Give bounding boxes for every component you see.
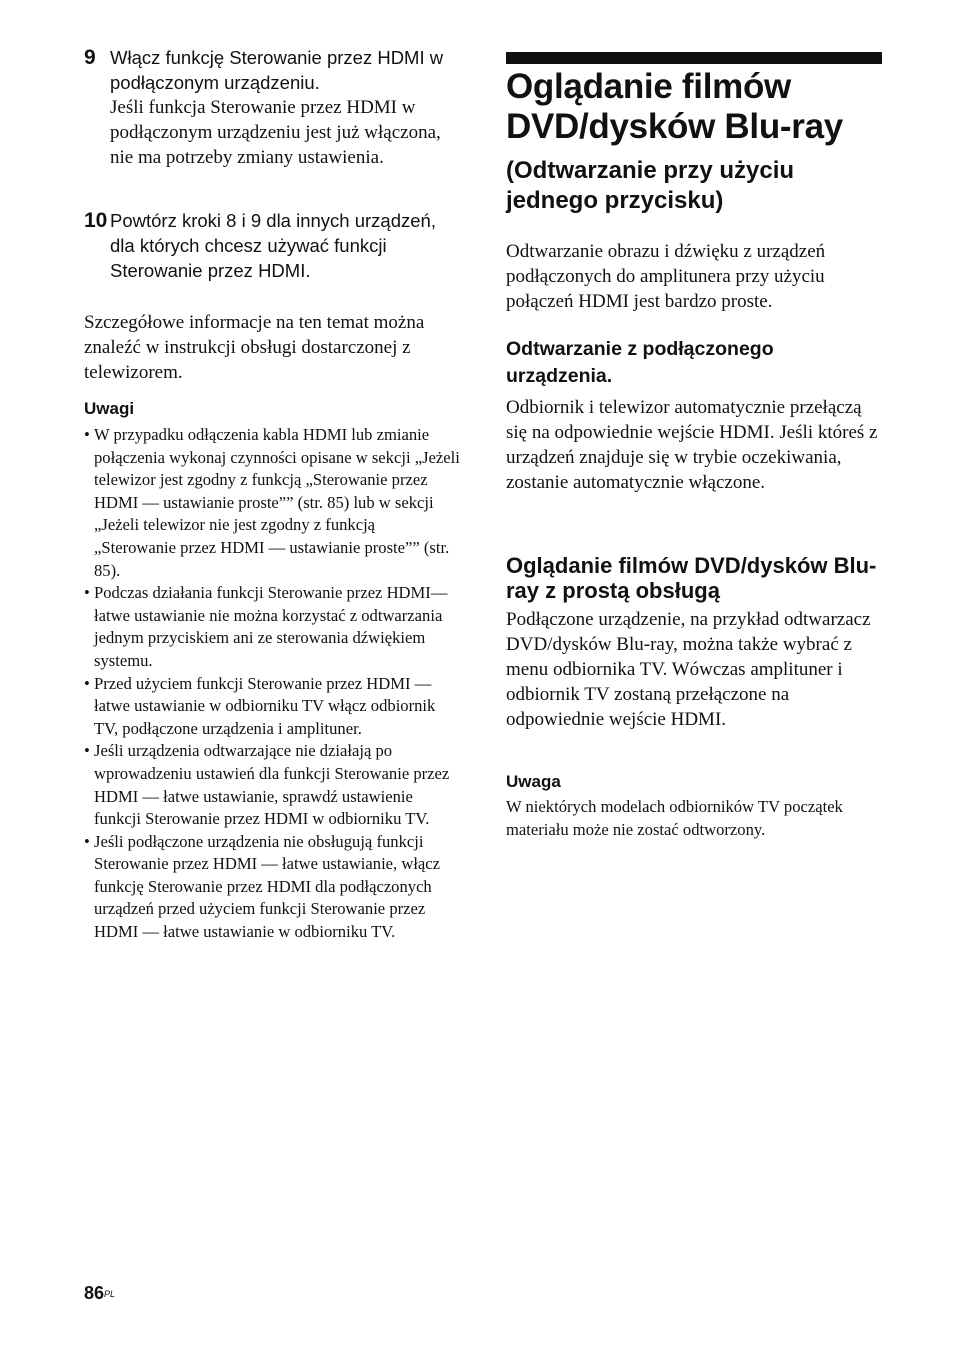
note-item [84, 740, 460, 830]
bullet-icon: • [84, 583, 90, 603]
note-item [84, 424, 460, 582]
section2-heading: Oglądanie filmów DVD/dysków Blu-ray z prostą obsługą [506, 553, 877, 603]
bullet-icon: • [84, 425, 90, 444]
page-subtitle: (Odtwarzanie przy użyciu jednego przycisku) [506, 157, 795, 214]
note-text: W przypadku odłączenia kabla HDMI lub zmianie połączenia wykonaj czynności opisane w sekcji „Jeżeli telewizor jest zgodny z funkcją „Sterowanie przez HDMI — ustawianie proste”” (str. 85) lub w sekcji „Jeżeli telewizor nie jest zgodny z funkcją „Sterowanie przez HDMI — ustawianie proste”” (str. 85). [94, 425, 460, 580]
bullet-icon: • [84, 831, 90, 851]
page-title: Oglądanie filmów DVD/dysków Blu-ray [506, 67, 843, 146]
step-title: Włącz funkcję Sterowanie przez HDMI w podłączonym urządzeniu. [110, 47, 444, 93]
note-item [84, 673, 460, 741]
section2-body: Podłączone urządzenie, na przykład odtwarzacz DVD/dysków Blu-ray, można także wybrać z menu odbiornika TV. Wówczas amplituner i odbiornik TV zostaną przełączone na odpowiednie wejście HDMI. [506, 609, 871, 730]
intro-paragraph: Odtwarzanie obrazu i dźwięku z urządzeń podłączonych do amplitunera przy użyciu połączeń HDMI jest bardzo proste. [506, 241, 826, 312]
note-text: Przed użyciem funkcji Sterowanie przez HDMI — łatwe ustawianie w odbiorniku TV włącz odbiornik TV, podłączone urządzenia i amplituner. [94, 673, 436, 738]
note-item [84, 582, 460, 672]
step-body: Jeśli funkcja Sterowanie przez HDMI w podłączonym urządzeniu jest już włączona, nie ma potrzeby zmiany ustawienia. [110, 97, 441, 168]
note-heading: Uwaga [506, 772, 561, 791]
note-text: Jeśli podłączone urządzenia nie obsługują funkcji Sterowanie przez HDMI — łatwe ustawianie, włącz funkcję Sterowanie przez HDMI dla podłączonych urządzeń przed użyciem funkcji Sterowanie przez HDMI — łatwe ustawianie w odbiorniku TV. [94, 831, 441, 942]
section1-body: Odbiornik i telewizor automatycznie przełączą się na odpowiednie wejście HDMI. Jeśli któreś z urządzeń znajduje się w trybie oczekiwania, zostanie automatycznie włączone. [506, 397, 878, 493]
section-rule [506, 52, 882, 64]
note-text: Jeśli urządzenia odtwarzające nie działają po wprowadzeniu ustawień dla funkcji Sterowanie przez HDMI — łatwe ustawianie, sprawdź ustawienie funkcji Sterowanie przez HDMI w odbiorniku TV. [94, 741, 450, 829]
bullet-icon: • [84, 673, 90, 693]
step-10 [84, 208, 460, 283]
page-number-value: 86 [84, 1283, 105, 1303]
page-language: PL [104, 1289, 116, 1299]
notes-heading: Uwagi [84, 399, 135, 418]
note-item [84, 831, 460, 944]
step-number: 9 [84, 46, 96, 69]
step-9 [84, 45, 460, 170]
note-body: W niektórych modelach odbiorników TV początek materiału może nie zostać odtworzony. [506, 797, 843, 839]
note-text: Podczas działania funkcji Sterowanie przez HDMI— łatwe ustawianie nie można korzystać z odtwarzania jednym przyciskiem ani ze sterowania dźwiękiem systemu. [94, 583, 448, 670]
page-number [84, 1282, 115, 1304]
step-title: Powtórz kroki 8 i 9 dla innych urządzeń, dla których chcesz używać funkcji Sterowanie przez HDMI. [110, 210, 436, 281]
bullet-icon: • [84, 741, 90, 761]
info-paragraph: Szczegółowe informacje na ten temat można znaleźć w instrukcji obsługi dostarczonej z telewizorem. [84, 312, 425, 383]
section1-heading: Odtwarzanie z podłączonego urządzenia. [506, 338, 774, 387]
notes-list [84, 424, 460, 944]
step-number: 10 [84, 209, 108, 232]
